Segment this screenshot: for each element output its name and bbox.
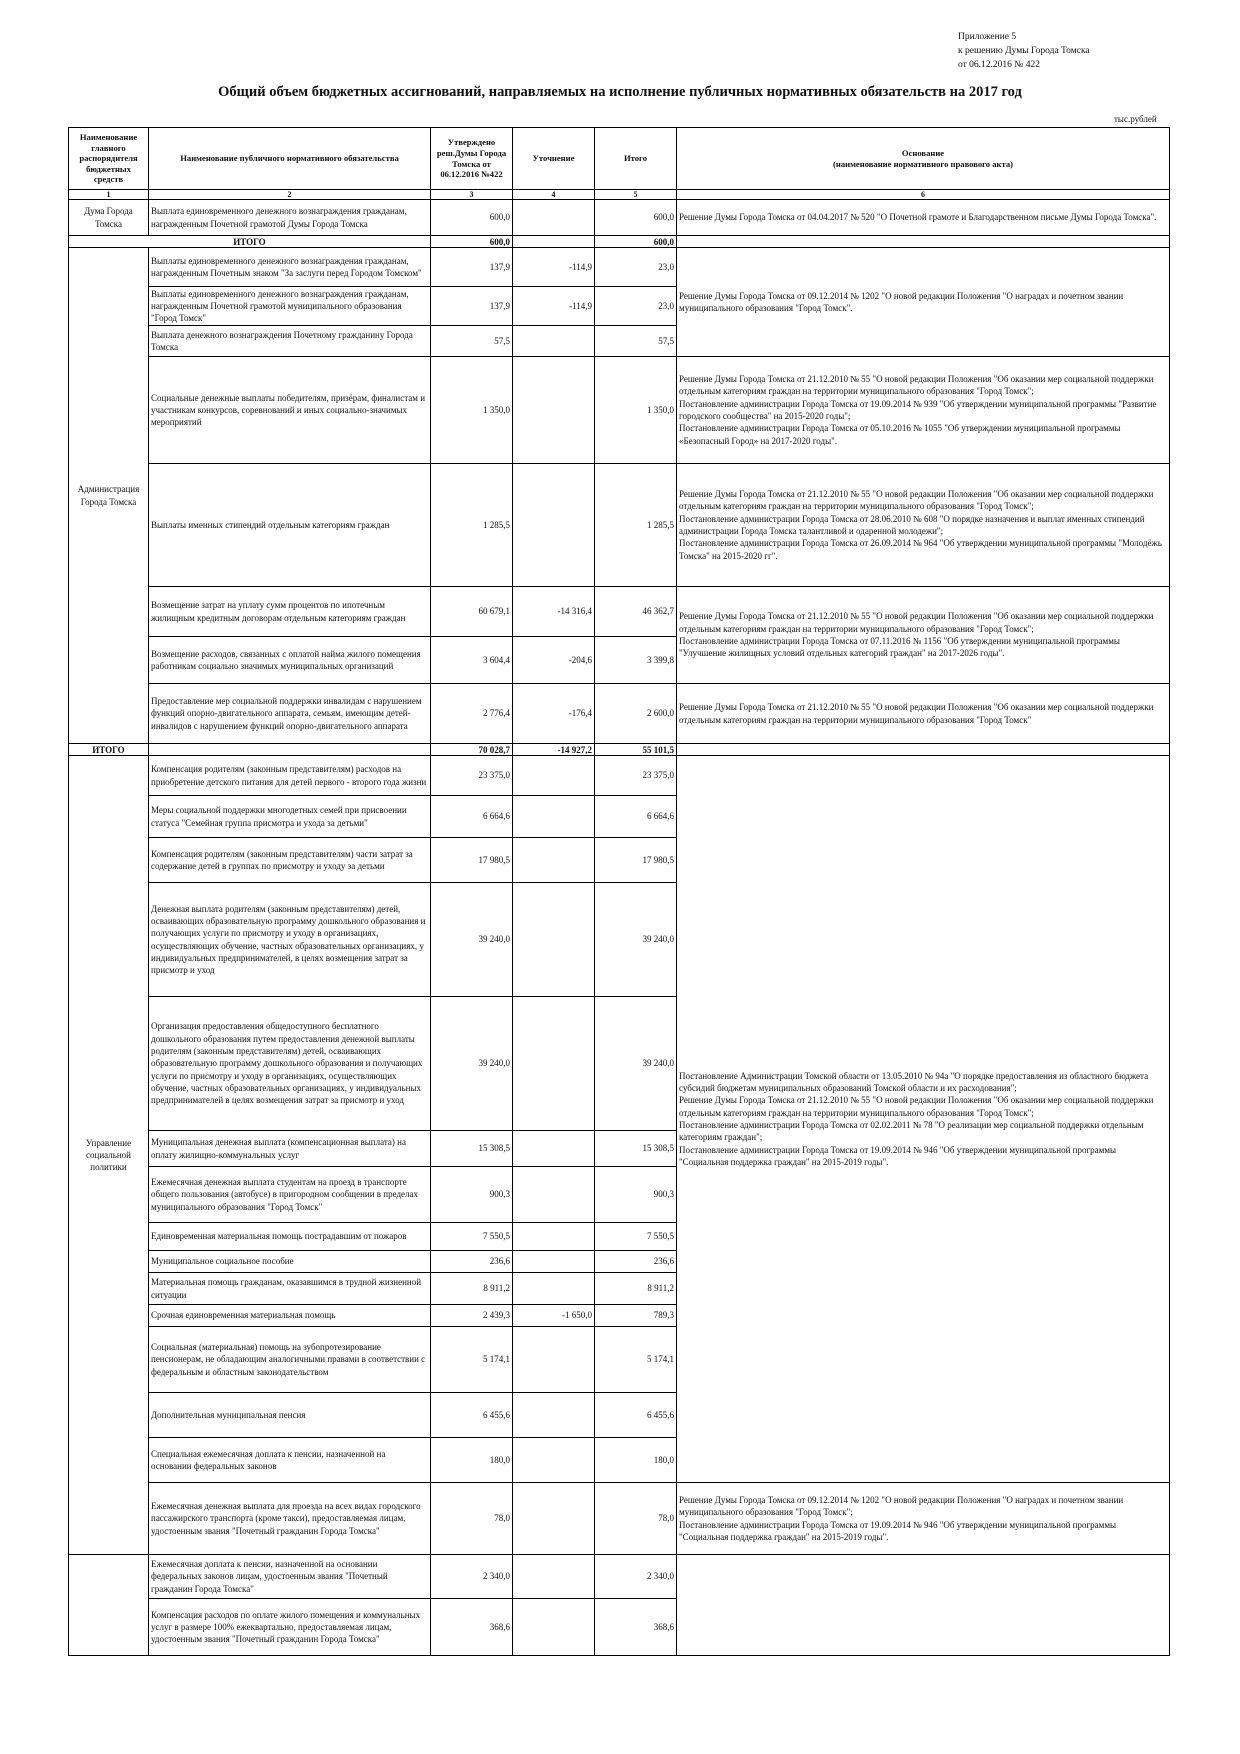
basis-text: Решение Думы Города Томска от 21.12.2010 № 55 "О новой редакции Положения "Об оказании мер социальной поддержки отдельным категориям граждан на территории муниципального образования "Город Томск"; Постановление администрации Города Томска от 19.09.2014 № 939 "Об утверждении муниципальной программы "Развитие городского сообщества" на 2015-2020 годы"; Постановление администрации Города Томска от 05.10.2016 № 1055 "Об утверждении муниципальной программы «Безопасный Город» на 2017-2020 годы". xyxy=(677,357,1170,464)
total-value: 5 174,1 xyxy=(595,1327,677,1393)
total-value: 6 664,6 xyxy=(595,796,677,838)
change-value xyxy=(513,1555,595,1599)
approved-value: 60 679,1 xyxy=(431,587,513,637)
total-value: 55 101,5 xyxy=(595,744,677,756)
col-number: 2 xyxy=(149,190,431,200)
change-value: -114,9 xyxy=(513,287,595,326)
approved-value: 39 240,0 xyxy=(431,883,513,997)
approved-value: 368,6 xyxy=(431,1599,513,1656)
obligation-name: Выплаты единовременного денежного вознаграждения гражданам, награжденным Почетной грамотой муниципального образования "Город Томск" xyxy=(149,287,431,326)
total-value: 789,3 xyxy=(595,1305,677,1327)
header-basis-sub: (наименование нормативного правового акта) xyxy=(833,158,1013,169)
table-row xyxy=(69,1555,1170,1599)
change-value: -14 927,2 xyxy=(513,744,595,756)
total-value: 23,0 xyxy=(595,248,677,287)
change-value xyxy=(513,1438,595,1483)
approved-value: 15 308,5 xyxy=(431,1131,513,1167)
basis-text: Решение Думы Города Томска от 21.12.2010 № 55 "О новой редакции Положения "Об оказании мер социальной поддержки отдельным категориям граждан на территории муниципального образования "Город Томск" xyxy=(677,684,1170,744)
change-value xyxy=(513,357,595,464)
obligation-name: Социальные денежные выплаты победителям, призёрам, финалистам и участникам конкурсов, соревнований и иных социально-значимых мероприятий xyxy=(149,357,431,464)
change-value xyxy=(513,1599,595,1656)
change-value xyxy=(513,838,595,883)
obligation-name: Единовременная материальная помощь пострадавшим от пожаров xyxy=(149,1223,431,1251)
change-value xyxy=(513,1327,595,1393)
basis-text: Решение Думы Города Томска от 09.12.2014 № 1202 "О новой редакции Положения "О наградах и почетном звании муниципального образования "Город Томск". xyxy=(677,248,1170,357)
appendix-note xyxy=(958,30,1090,72)
obligation-name: Денежная выплата родителям (законным представителям) детей, осваивающих образовательную программу дошкольного образования и получающих услуги по присмотру и уходу в организациях, осуществляющих обучение, частных образовательных организациях, у индивидуальных предпринимателей, в целях возмещения затрат за присмотр и уход xyxy=(149,883,431,997)
change-value: -114,9 xyxy=(513,248,595,287)
change-value xyxy=(513,1393,595,1438)
obligation-name: Социальная (материальная) помощь на зубопротезирование пенсионерам, не обладающим аналогичными правами в соответствии с федеральным и областным законодательством xyxy=(149,1327,431,1393)
change-value xyxy=(513,1223,595,1251)
approved-value: 137,9 xyxy=(431,248,513,287)
approved-value: 78,0 xyxy=(431,1483,513,1555)
obligation-name: Ежемесячная доплата к пенсии, назначенной на основании федеральных законов лицам, удостоенным звания "Почетный гражданин Города Томска" xyxy=(149,1555,431,1599)
change-value xyxy=(513,883,595,997)
approved-value: 600,0 xyxy=(431,236,513,248)
approved-value: 2 340,0 xyxy=(431,1555,513,1599)
obligation-name: Компенсация родителям (законным представителям) расходов на приобретение детского питания для детей первого - второго года жизни xyxy=(149,756,431,796)
budget-table xyxy=(68,127,1170,1656)
table-row xyxy=(69,357,1170,464)
obligation-name: Материальная помощь гражданам, оказавшимся в трудной жизненной ситуации xyxy=(149,1273,431,1305)
total-value: 368,6 xyxy=(595,1599,677,1656)
approved-value: 5 174,1 xyxy=(431,1327,513,1393)
approved-value: 70 028,7 xyxy=(431,744,513,756)
total-value: 39 240,0 xyxy=(595,883,677,997)
basis-text: Решение Думы Города Томска от 04.04.2017 № 520 "О Почетной грамоте и Благодарственном письме Думы Города Томска". xyxy=(677,200,1170,236)
basis-text: Постановление Администрации Томской области от 13.05.2010 № 94а "О порядке предоставления из областного бюджета субсидий бюджетам муниципальных образований Томской области и их расходования"; Решение Думы Города Томска от 21.12.2010 № 55 "О новой редакции Положения "Об оказании мер социальной поддержки отдельным категориям граждан на территории муниципального образования "Город Томск"; Постановление администрации Города Томска от 02.02.2011 № 78 "О реализации мер социальной поддержки отдельным категориям граждан"; Постановление администрации Города Томска от 19.09.2014 № 946 "Об утверждении муниципальной программы "Социальная поддержка граждан" на 2015-2019 годы". xyxy=(677,756,1170,1483)
change-value: -1 650,0 xyxy=(513,1305,595,1327)
col-number: 3 xyxy=(431,190,513,200)
approved-value: 180,0 xyxy=(431,1438,513,1483)
approved-value: 23 375,0 xyxy=(431,756,513,796)
obligation-name: Выплаты именных стипендий отдельным категориям граждан xyxy=(149,464,431,587)
table-row xyxy=(69,756,1170,796)
approved-value: 236,6 xyxy=(431,1251,513,1273)
column-number-row xyxy=(69,190,1170,200)
org-name: Дума Города Томска xyxy=(69,200,149,236)
basis-text: Решение Думы Города Томска от 21.12.2010 № 55 "О новой редакции Положения "Об оказании мер социальной поддержки отдельным категориям граждан на территории муниципального образования "Город Томск"; Постановление администрации Города Томска от 28.06.2010 № 608 "О порядке назначения и выплат именных стипендий администрации Города Томска талантливой и одаренной молодежи"; Постановление администрации Города Томска от 26.09.2014 № 964 "Об утверждении муниципальной программы "Молодёжь Томска" на 2015-2020 гг". xyxy=(677,464,1170,587)
total-value: 1 285,5 xyxy=(595,464,677,587)
change-value xyxy=(513,1273,595,1305)
approved-value: 600,0 xyxy=(431,200,513,236)
obligation-name: Муниципальное социальное пособие xyxy=(149,1251,431,1273)
total-value: 600,0 xyxy=(595,236,677,248)
total-value: 236,6 xyxy=(595,1251,677,1273)
col-number: 1 xyxy=(69,190,149,200)
obligation-name: Компенсация расходов по оплате жилого помещения и коммунальных услуг в размере 100% ежеквартально, предоставляемая лицам, удостоенным звания "Почетный гражданин Города Томска" xyxy=(149,1599,431,1656)
approved-value: 17 980,5 xyxy=(431,838,513,883)
col-number: 4 xyxy=(513,190,595,200)
header-change: Уточнение xyxy=(513,128,595,190)
total-value: 17 980,5 xyxy=(595,838,677,883)
obligation-name: Компенсация родителям (законным представителям) части затрат за содержание детей в группах по присмотру и уходу за детьми xyxy=(149,838,431,883)
approved-value: 3 604,4 xyxy=(431,637,513,684)
total-value: 39 240,0 xyxy=(595,997,677,1131)
obligation-name: Выплаты единовременного денежного вознаграждения гражданам, награжденным Почетным знаком "За заслуги перед Городом Томском" xyxy=(149,248,431,287)
total-row xyxy=(69,236,1170,248)
approved-value: 8 911,2 xyxy=(431,1273,513,1305)
approved-value: 7 550,5 xyxy=(431,1223,513,1251)
org-name: Администрация Города Томска xyxy=(69,248,149,744)
total-value: 180,0 xyxy=(595,1438,677,1483)
org-name: Управление социальной политики xyxy=(69,756,149,1555)
approved-value: 57,5 xyxy=(431,326,513,357)
total-value: 78,0 xyxy=(595,1483,677,1555)
change-value xyxy=(513,326,595,357)
total-value: 600,0 xyxy=(595,200,677,236)
obligation-name: Выплата денежного вознаграждения Почетному гражданину Города Томска xyxy=(149,326,431,357)
approved-value: 1 285,5 xyxy=(431,464,513,587)
change-value xyxy=(513,796,595,838)
total-value: 2 600,0 xyxy=(595,684,677,744)
total-value: 8 911,2 xyxy=(595,1273,677,1305)
header-total: Итого xyxy=(595,128,677,190)
total-value: 2 340,0 xyxy=(595,1555,677,1599)
header-row xyxy=(69,128,1170,190)
obligation-name: Возмещение расходов, связанных с оплатой найма жилого помещения работникам социально значимых муниципальных организаций xyxy=(149,637,431,684)
obligation-name: Дополнительная муниципальная пенсия xyxy=(149,1393,431,1438)
total-value: 900,3 xyxy=(595,1167,677,1223)
change-value xyxy=(513,756,595,796)
total-label: ИТОГО xyxy=(69,236,431,248)
approved-value: 2 776,4 xyxy=(431,684,513,744)
change-value xyxy=(513,1131,595,1167)
approved-value: 900,3 xyxy=(431,1167,513,1223)
basis-text: Решение Думы Города Томска от 21.12.2010 № 55 "О новой редакции Положения "Об оказании мер социальной поддержки отдельным категориям граждан на территории муниципального образования "Город Томск"; Постановление администрации Города Томска от 07.11.2016 № 1156 "Об утверждении муниципальной программы "Улучшение жилищных условий отдельных категорий граждан" на 2017-2026 годы". xyxy=(677,587,1170,684)
approved-value: 2 439,3 xyxy=(431,1305,513,1327)
change-value xyxy=(513,236,595,248)
change-value: -204,6 xyxy=(513,637,595,684)
approved-value: 137,9 xyxy=(431,287,513,326)
table-row xyxy=(69,464,1170,587)
approved-value: 6 664,6 xyxy=(431,796,513,838)
col-number: 6 xyxy=(677,190,1170,200)
total-value: 15 308,5 xyxy=(595,1131,677,1167)
obligation-name: Меры социальной поддержки многодетных семей при присвоении статуса "Семейная группа присмотра и ухода за детьми" xyxy=(149,796,431,838)
table-row xyxy=(69,200,1170,236)
total-row xyxy=(69,744,1170,756)
unit-label: тыс.рублей xyxy=(1114,114,1157,124)
header-basis xyxy=(677,128,1170,190)
header-obligation: Наименование публичного нормативного обязательства xyxy=(149,128,431,190)
total-value: 1 350,0 xyxy=(595,357,677,464)
document-title: Общий объем бюджетных ассигнований, направляемых на исполнение публичных нормативных обязательств на 2017 год xyxy=(218,84,1022,100)
obligation-name: Срочная единовременная материальная помощь xyxy=(149,1305,431,1327)
header-approved: Утверждено реш.Думы Города Томска от 06.12.2016 №422 xyxy=(431,128,513,190)
total-value: 46 362,7 xyxy=(595,587,677,637)
total-label: ИТОГО xyxy=(69,744,149,756)
total-value: 23 375,0 xyxy=(595,756,677,796)
change-value xyxy=(513,997,595,1131)
header-basis-title: Основание xyxy=(901,147,945,158)
basis-text: Решение Думы Города Томска от 09.12.2014 № 1202 "О новой редакции Положения "О наградах и почетном звании муниципального образования "Город Томск"; Постановление администрации Города Томска от 19.09.2014 № 946 "Об утверждении муниципальной программы "Социальная поддержка граждан" на 2015-2019 годы". xyxy=(677,1483,1170,1555)
change-value xyxy=(513,464,595,587)
obligation-name: Выплата единовременного денежного вознаграждения гражданам, награжденным Почетной грамотой Думы Города Томска xyxy=(149,200,431,236)
col-number: 5 xyxy=(595,190,677,200)
approved-value: 1 350,0 xyxy=(431,357,513,464)
table-row xyxy=(69,587,1170,637)
change-value: -14 316,4 xyxy=(513,587,595,637)
table-row xyxy=(69,248,1170,287)
total-value: 57,5 xyxy=(595,326,677,357)
change-value xyxy=(513,1167,595,1223)
change-value xyxy=(513,1251,595,1273)
obligation-name: Организация предоставления общедоступного бесплатного дошкольного образования путем предоставления денежной выплаты родителям (законным представителям) детей, осваивающих образовательную программу дошкольного образования и получающих услуги по присмотру и уходу в организациях, осуществляющих обучение, частных образовательных организациях, у индивидуальных предпринимателей в целях возмещения затрат за присмотр и уход xyxy=(149,997,431,1131)
appendix-line: к решению Думы Города Томска xyxy=(958,46,1090,56)
obligation-name: Возмещение затрат на уплату сумм процентов по ипотечным жилищным кредитным договорам отдельным категориям граждан xyxy=(149,587,431,637)
change-value xyxy=(513,1483,595,1555)
obligation-name: Ежемесячная денежная выплата студентам на проезд в транспорте общего пользования (автобусе) в пригородном сообщении в пределах муниципального образования "Город Томск" xyxy=(149,1167,431,1223)
change-value xyxy=(513,200,595,236)
obligation-name: Специальная ежемесячная доплата к пенсии, назначенной на основании федеральных законов xyxy=(149,1438,431,1483)
appendix-line: Приложение 5 xyxy=(958,32,1017,42)
obligation-name: Предоставление мер социальной поддержки инвалидам с нарушением функций опорно-двигательного аппарата, семьям, имеющим детей-инвалидов с нарушением функций опорно-двигательного аппарата xyxy=(149,684,431,744)
appendix-line: от 06.12.2016 № 422 xyxy=(958,60,1040,70)
total-value: 3 399,8 xyxy=(595,637,677,684)
total-value: 7 550,5 xyxy=(595,1223,677,1251)
table-row xyxy=(69,684,1170,744)
total-value: 23,0 xyxy=(595,287,677,326)
header-org: Наименование главного распорядителя бюджетных средств xyxy=(69,128,149,190)
change-value: -176,4 xyxy=(513,684,595,744)
approved-value: 6 455,6 xyxy=(431,1393,513,1438)
approved-value: 39 240,0 xyxy=(431,997,513,1131)
obligation-name: Муниципальная денежная выплата (компенсационная выплата) на оплату жилищно-коммунальных услуг xyxy=(149,1131,431,1167)
table-row xyxy=(69,1483,1170,1555)
total-value: 6 455,6 xyxy=(595,1393,677,1438)
obligation-name: Ежемесячная денежная выплата для проезда на всех видах городского пассажирского транспорта (кроме такси), предоставляемая лицам, удостоенным звания "Почетный гражданин Города Томска" xyxy=(149,1483,431,1555)
